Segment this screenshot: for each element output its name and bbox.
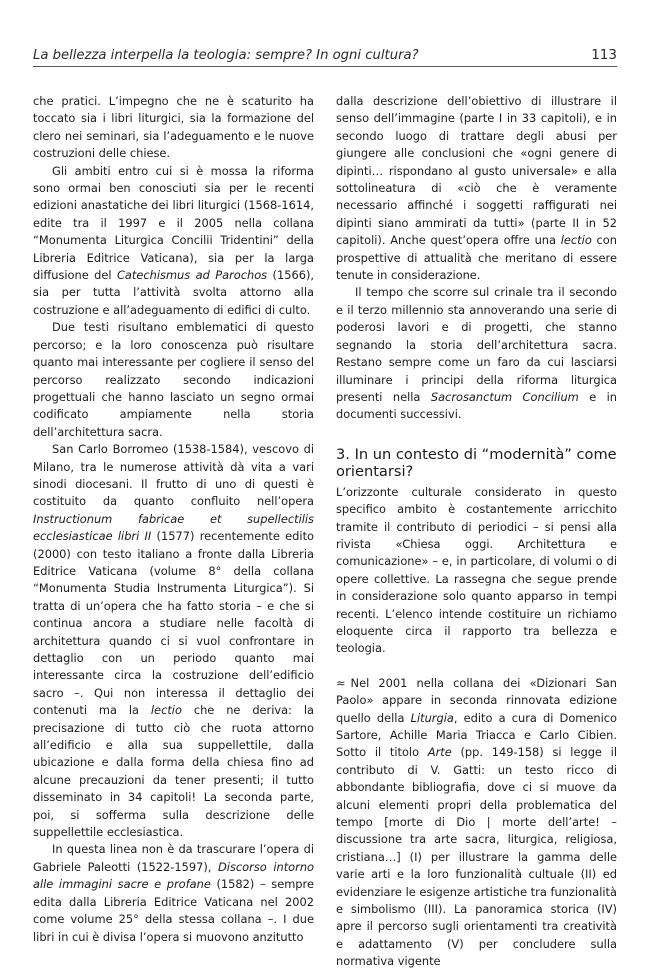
paragraph: In questa linea non è da trascurare l’opera di Gabriele Paleotti (1522-1597), Discorso intorno alle immagini sacre e profane (1582) – sempre edita dalla Libreria Editrice Vaticana nel 2002 come volume 25° della stessa collana –. I due libri in cui è divisa l’opera si muovono anzitutto	[33, 842, 315, 944]
section-heading: 3. In un contesto di “modernità” come orientarsi?	[336, 445, 617, 481]
left-column	[33, 93, 314, 946]
paragraph: San Carlo Borromeo (1538-1584), vescovo di Milano, tra le numerose attività dà vita a vari sinodi diocesani. Il frutto di uno di questi è costituito da quanto confluito nell’opera Instructionum fabricae et supellectilis ecclesiasticae libri II (1577) recentemente edito (2000) con testo italiano a fronte dalla Libreria Editrice Vaticana (volume 8° della collana “Monumenta Studia Instrumenta Liturgica”). Si tratta di un’opera che ha fatto storia – e che si continua ancora a studiare nelle facoltà di architettura quando ci si vuol confrontare in dettaglio con un periodo quanto mai interessante circa la costruzione dell’edificio sacro –. Qui non interessa il dettaglio dei contenuti ma la lectio che ne deriva: la precisazione di tutto ciò che ruota attorno all’edificio e alla sua suppellettile, dalla ubicazione e dalla forma della chiesa fino ad alcune precauzioni da tener presenti; il tutto disseminato in 34 capitoli! La seconda parte, poi, si sofferma sulla descrizione delle suppellettile ecclesiastica.	[33, 442, 315, 840]
paragraph: ≈ Nel 2001 nella collana dei «Dizionari San Paolo» appare in seconda rinnovata edizione quello della Liturgia, edito a cura di Domenico Sartore, Achille Maria Triacca e Carlo Cibien. Sotto il titolo Arte (pp. 149-158) si legge il contributo di V. Gatti: un testo ricco di abbondante bibliografia, dove ci si muove da alcuni elementi propri della problematica del tempo [morte di Dio | morte dell’arte! – discussione tra arte sacra, liturgica, religiosa, cristiana…] (I) per illustrare la gamma delle varie arti e la loro funzionalità cultuale (II) ed evidenziare le esigenze artistiche tra funzionalità e simbolismo (III). La panoramica storica (IV) apre il percorso sugli orientamenti tra creatività e adattamento (V) per concludere sulla normativa vigente	[336, 675, 618, 969]
paragraph: Due testi risultano emblematici di questo percorso; e la loro conoscenza può risultare quanto mai interessante per cogliere il senso del percorso realizzato secondo indicazioni progettuali che hanno lasciato un segno ormai codificato ampiamente nella storia dell’architettura sacra.	[33, 320, 314, 439]
paragraph: Gli ambiti entro cui si è mossa la riforma sono ormai ben conosciuti sia per le recenti edizioni anastatiche dei libri liturgici (1568-1614, edite tra il 1997 e il 2005 nella collana “Monumenta Liturgica Concilii Tridentini” della Libreria Editrice Vaticana), sia per la larga diffusione del Catechismus ad Parochos (1566), sia per tutta l’attività svolta attorno alla costruzione e all’adeguamento di edifici di culto.	[33, 163, 315, 317]
running-title: La bellezza interpella la teologia: sempre? In ogni cultura?	[33, 48, 419, 63]
approx-marker: ≈	[336, 675, 346, 690]
paragraph: dalla descrizione dell’obiettivo di illustrare il senso dell’immagine (parte I in 33 capitoli), e in secondo luogo di trattare degli abusi per giungere alle conclusioni che «ogni genere di dipinti… rispondano al gusto universale» e alla sottolineatura di «ciò che è veramente necessario affinché i soggetti raffigurati nei dipinti siano ammirati da tutti» (parte II in 52 capitoli). Anche quest’opera offre una lectio con prospettive di attualità che meritano di essere tenute in considerazione.	[336, 94, 617, 283]
right-column	[336, 93, 617, 971]
paragraph: Il tempo che scorre sul crinale tra il secondo e il terzo millennio sta annoverando una serie di poderosi lavori e di progetti, che stanno segnando la storia dell’architettura sacra. Restano sempre come un faro da cui lasciarsi illuminare i principi della riforma liturgica presenti nella Sacrosanctum Concilium e in documenti successivi.	[336, 285, 618, 422]
page-number: 113	[591, 47, 617, 63]
paragraph: che pratici. L’impegno che ne è scaturito ha toccato sia i libri liturgici, sia la formazione del clero nei seminari, sia l’adeguamento e le nuove costruzioni delle chiese.	[33, 94, 314, 161]
running-header	[33, 44, 617, 67]
paragraph: L’orizzonte culturale considerato in questo specifico ambito è costantemente arricchito tramite il contributo di periodici – si pensi alla rivista «Chiesa oggi. Architettura e comunicazione» – e, in particolare, di volumi o di opere collettive. La rassegna che segue prende in considerazione solo quanto apparso in tempi recenti. L’elenco intende costituire un richiamo eloquente circa il rapporto tra bellezza e teologia.	[336, 484, 617, 656]
